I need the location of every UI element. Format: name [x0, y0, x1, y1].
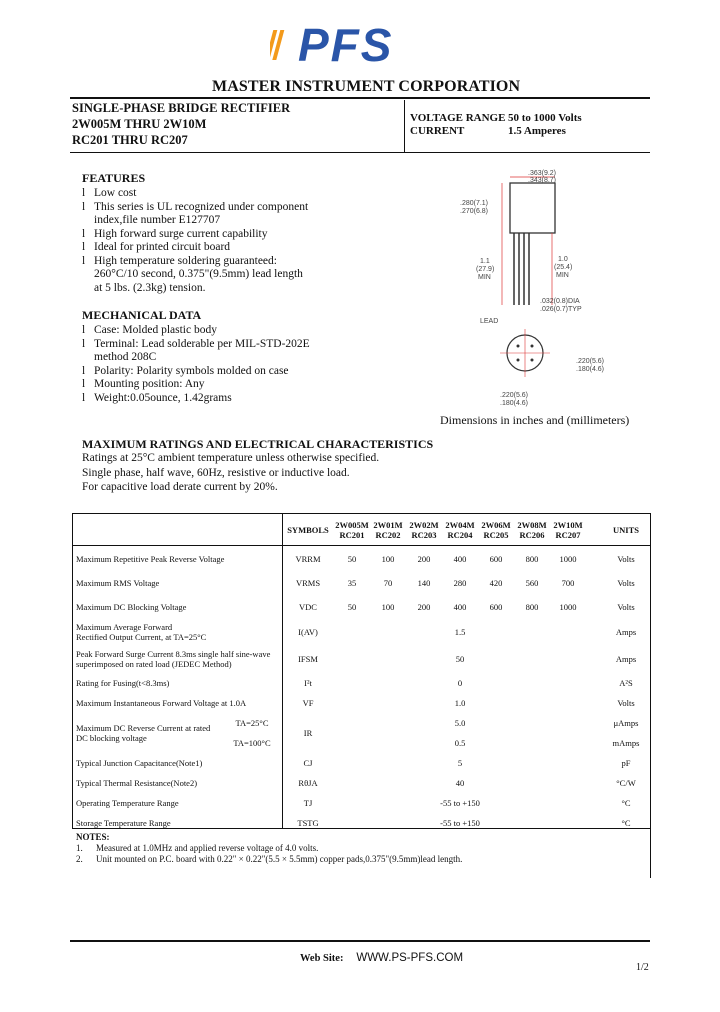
- note-text: Unit mounted on P.C. board with 0.22" × 0.22"(5.5 × 5.5mm) copper pads,0.375"(9.5mm)lead length.: [96, 854, 463, 864]
- footer-rule: [70, 940, 650, 942]
- features-title: FEATURES: [82, 171, 146, 185]
- mech-item: l Case: Molded plastic body: [82, 324, 412, 338]
- note-text: Measured at 1.0MHz and applied reverse voltage of 4.0 volts.: [96, 843, 319, 853]
- dim-lead-len: 1.1: [480, 258, 490, 265]
- row-symbol: IFSM: [298, 654, 318, 664]
- row-parameter: Maximum Repetitive Peak Reverse Voltage: [76, 554, 225, 564]
- header-part: 2W01M RC202: [373, 519, 403, 540]
- dim-pitch-a: .220(5.6): [500, 392, 529, 399]
- header-part: 2W04M RC204: [445, 519, 475, 540]
- row-symbol: TJ: [303, 798, 313, 808]
- row-parameter: Peak Forward Surge Current 8.3ms single half sine-wave superimposed on rated load (JEDEC Method): [76, 649, 271, 669]
- spec-voltage: [410, 112, 582, 125]
- feature-item: l This series is UL recognized under component: [82, 201, 412, 215]
- row-value: 1000: [559, 554, 577, 564]
- row-parameter: Rating for Fusing(t<8.3ms): [76, 678, 170, 688]
- row-value: 50: [347, 554, 357, 564]
- title-divider: [404, 100, 405, 152]
- header-part: 2W005M RC201: [335, 519, 369, 540]
- ratings-table: [72, 514, 650, 828]
- mech-item: l Weight:0.05ounce, 1.42grams: [82, 392, 412, 406]
- mechanical-section: [82, 308, 412, 405]
- row-value: -55 to +150: [440, 798, 480, 808]
- feature-item: l High temperature soldering guaranteed:: [82, 255, 412, 269]
- row-value: 100: [381, 554, 395, 564]
- note-item: [76, 854, 462, 865]
- row-unit: Volts: [617, 554, 635, 564]
- dim-lead-len-mm: (27.9): [476, 266, 495, 273]
- row-parameter: Maximum Instantaneous Forward Voltage at 1.0A: [76, 698, 247, 708]
- dim-lead-dia: .032(0.8)DIA: [540, 298, 580, 305]
- row-symbol: RθJA: [298, 778, 318, 788]
- row-symbol: VRRM: [295, 554, 321, 564]
- dim-top: .363(9.2): [528, 170, 557, 177]
- row-value: 40: [455, 778, 465, 788]
- features-section: [82, 171, 412, 295]
- spec-current: [410, 125, 582, 138]
- dim-lead-min: MIN: [478, 274, 491, 281]
- dim-lead-len2: 1.0: [558, 256, 568, 263]
- footer-url[interactable]: WWW.PS-PFS.COM: [356, 952, 464, 964]
- feature-item: l High forward surge current capability: [82, 228, 412, 242]
- mech-item: l Polarity: Polarity symbols molded on case: [82, 365, 412, 379]
- row-symbol: VDC: [299, 602, 317, 612]
- row-parameter: Typical Thermal Resistance(Note2): [76, 778, 198, 788]
- header-part: 2W10M RC207: [553, 519, 583, 540]
- feature-item: l Ideal for printed circuit board: [82, 241, 412, 255]
- mech-item: l Terminal: Lead solderable per MIL-STD-202E: [82, 338, 412, 352]
- dim-lead-len2-mm: (25.4): [554, 264, 573, 271]
- row-value: 70: [383, 578, 393, 588]
- table-right-border: [650, 513, 651, 878]
- ratings-note: Single phase, half wave, 60Hz, resistive or inductive load.: [82, 466, 350, 479]
- row-unit: °C: [621, 818, 631, 828]
- row-symbol: VRMS: [295, 578, 321, 588]
- row-parameter: Operating Temperature Range: [76, 798, 179, 808]
- row-symbol: I²t: [304, 678, 312, 688]
- row-unit: Volts: [617, 578, 635, 588]
- header-units: UNITS: [613, 524, 639, 535]
- row-unit: A²S: [619, 678, 633, 688]
- row-value: 0.5: [454, 738, 466, 748]
- row-value: 1000: [559, 602, 577, 612]
- row-parameter: Storage Temperature Range: [76, 818, 171, 828]
- row-parameter: Maximum RMS Voltage: [76, 578, 160, 588]
- feature-item: l Low cost: [82, 187, 412, 201]
- dim-lead-min2: MIN: [556, 272, 569, 279]
- header-part: 2W08M RC206: [517, 519, 547, 540]
- row-value: 5: [457, 758, 463, 768]
- dim-body-h2: .270(6.8): [460, 208, 489, 215]
- dim-pitch-b: .180(4.6): [500, 400, 529, 407]
- spec-summary: [410, 112, 582, 138]
- row-unit: Amps: [615, 654, 637, 664]
- row-parameter: Maximum DC Blocking Voltage: [76, 602, 187, 612]
- row-value: 1.0: [454, 698, 466, 708]
- row-unit: pF: [621, 758, 631, 768]
- row-unit: mAmps: [612, 738, 640, 748]
- row-value: 420: [489, 578, 503, 588]
- row-unit: °C: [621, 798, 631, 808]
- row-symbol: I(AV): [298, 627, 318, 637]
- dim-top2: .343(8.7): [528, 177, 557, 184]
- diagram-caption: Dimensions in inches and (millimeters): [440, 413, 630, 427]
- ratings-note: For capacitive load derate current by 20%.: [82, 481, 278, 493]
- dim-lead-spacing: .026(0.7)TYP: [540, 306, 582, 313]
- title-bottom-rule: [70, 152, 650, 153]
- row-unit: μAmps: [613, 718, 639, 728]
- logo-graphic: [270, 20, 450, 68]
- row-value: 5.0: [454, 718, 466, 728]
- feature-item-cont: at 5 lbs. (2.3kg) tension.: [94, 281, 206, 294]
- ratings-title: MAXIMUM RATINGS AND ELECTRICAL CHARACTERISTICS: [82, 437, 434, 451]
- product-line-3: RC201 THRU RC207: [72, 133, 188, 147]
- logo-text: PFS: [298, 20, 394, 68]
- row-value: 200: [417, 554, 431, 564]
- spec-key: VOLTAGE RANGE: [410, 112, 506, 124]
- row-value: 140: [417, 578, 431, 588]
- product-line-1: SINGLE-PHASE BRIDGE RECTIFIER: [72, 101, 291, 115]
- footer-label: Web Site:: [300, 953, 344, 964]
- row-condition: TA=25°C: [235, 718, 269, 728]
- row-condition: TA=100°C: [233, 738, 271, 748]
- product-line-2: 2W005M THRU 2W10M: [72, 117, 207, 131]
- row-value: 700: [561, 578, 575, 588]
- footer: [300, 952, 463, 964]
- row-unit: Volts: [617, 698, 635, 708]
- ratings-note: Ratings at 25°C ambient temperature unless otherwise specified.: [82, 452, 380, 464]
- dim-body-h1: .280(7.1): [460, 200, 489, 207]
- row-value: 0: [457, 678, 463, 688]
- header-part: 2W06M RC205: [481, 519, 511, 540]
- dimension-diagram: [440, 165, 640, 410]
- row-unit: Volts: [617, 602, 635, 612]
- row-value: 600: [489, 602, 503, 612]
- product-title-block: [72, 100, 290, 148]
- row-value: 600: [489, 554, 503, 564]
- row-value: -55 to +150: [440, 818, 480, 828]
- row-value: 400: [453, 554, 467, 564]
- row-symbol: VF: [302, 698, 314, 708]
- header-symbols: SYMBOLS: [287, 524, 329, 535]
- dim-side-b: .180(4.6): [576, 366, 605, 373]
- mech-item-cont: method 208C: [94, 351, 157, 363]
- row-value: 35: [347, 578, 357, 588]
- row-parameter: Maximum Average Forward Rectified Output Current, at TA=25°C: [76, 622, 207, 642]
- ratings-notes: [82, 451, 379, 495]
- row-value: 50: [455, 654, 465, 664]
- mechanical-title: MECHANICAL DATA: [82, 308, 202, 322]
- row-value: 100: [381, 602, 395, 612]
- row-parameter: Typical Junction Capacitance(Note1): [76, 758, 203, 768]
- note-num: 1.: [76, 843, 83, 853]
- spec-value: 1.5 Amperes: [508, 125, 566, 137]
- spec-value: 50 to 1000 Volts: [508, 112, 582, 124]
- row-unit: °C/W: [616, 778, 636, 788]
- row-value: 50: [347, 602, 357, 612]
- row-symbol: CJ: [303, 758, 313, 768]
- note-num: 2.: [76, 854, 83, 864]
- company-name: MASTER INSTRUMENT CORPORATION: [212, 78, 521, 95]
- page-number: 1/2: [636, 962, 649, 973]
- notes-title: NOTES:: [76, 832, 110, 842]
- company-logo: [270, 20, 450, 68]
- row-value: 560: [525, 578, 539, 588]
- row-value: 280: [453, 578, 467, 588]
- row-value: 400: [453, 602, 467, 612]
- row-unit: Amps: [615, 627, 637, 637]
- row-value: 1.5: [454, 627, 466, 637]
- feature-item-cont: index,file number E127707: [94, 214, 221, 226]
- row-value: 800: [525, 554, 539, 564]
- dim-lead-mark: LEAD: [480, 318, 499, 325]
- row-value: 200: [417, 602, 431, 612]
- feature-item-cont: 260°C/10 second, 0.375"(9.5mm) lead length: [94, 268, 303, 280]
- spec-key: CURRENT: [410, 125, 465, 137]
- package-body: [510, 183, 555, 233]
- header-rule: [70, 97, 650, 99]
- header-part: 2W02M RC203: [409, 519, 439, 540]
- row-value: 800: [525, 602, 539, 612]
- mech-item: l Mounting position: Any: [82, 378, 412, 392]
- notes-block: [76, 832, 462, 865]
- note-item: [76, 843, 462, 854]
- row-symbol: TSTG: [297, 818, 319, 828]
- row-parameter: Maximum DC Reverse Current at rated DC blocking voltage: [76, 723, 211, 743]
- dim-side-a: .220(5.6): [576, 358, 605, 365]
- row-symbol: IR: [303, 728, 313, 738]
